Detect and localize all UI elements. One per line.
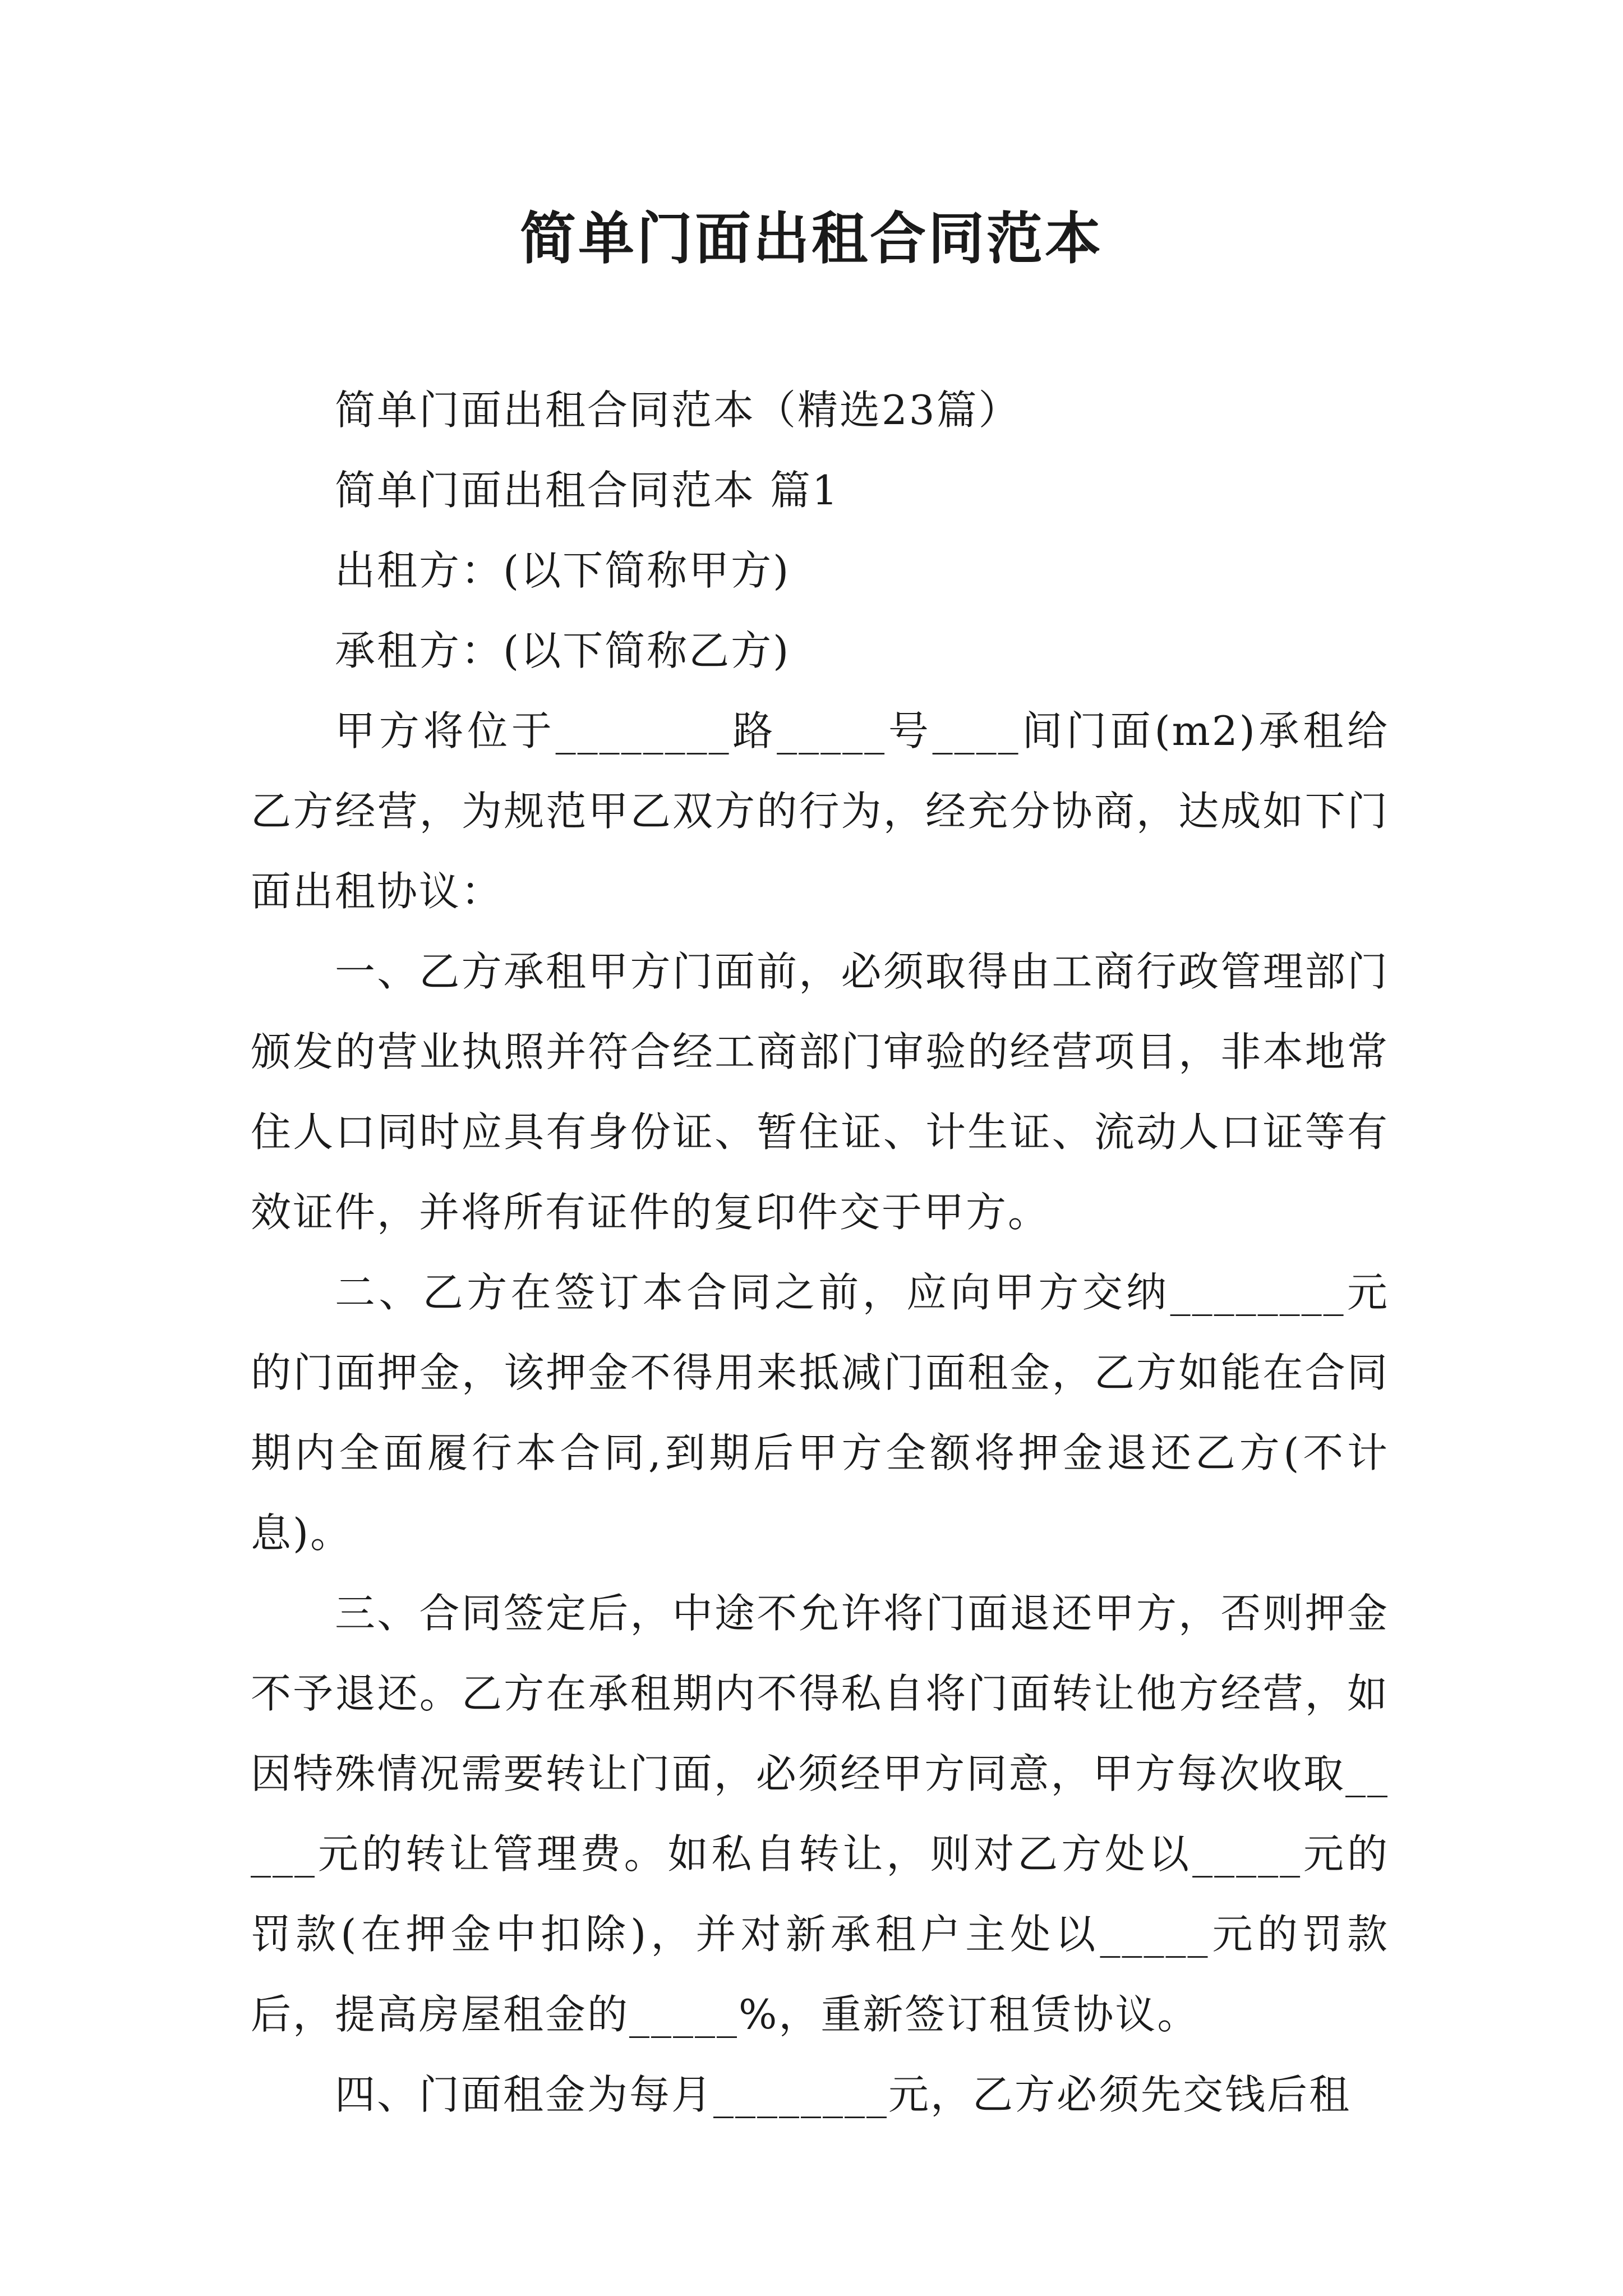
clause-4: 四、门面租金为每月________元，乙方必须先交钱后租 bbox=[335, 2071, 1352, 2118]
clause-2: 二、乙方在签订本合同之前，应向甲方交纳________元的门面押金，该押金不得用来抵减门面租金，乙方如能在合同期内全面履行本合同,到期后甲方全额将押金退还乙方(不计息)。 bbox=[251, 1269, 1389, 1557]
document-body bbox=[251, 370, 1389, 2135]
lessee-line: 承租方：(以下简称乙方) bbox=[335, 627, 791, 674]
clause-3: 三、合同签定后，中途不允许将门面退还甲方，否则押金不予退还。乙方在承租期内不得私自将门面转让他方经营，如因特殊情况需要转让门面，必须经甲方同意，甲方每次收取_____元的转让管理费。如私自转让，则对乙方处以_____元的罚款(在押金中扣除)，并对新承租户主处以_____元的罚款后，提高房屋租金的_____%，重新签订租赁协议。 bbox=[251, 1590, 1389, 2038]
lessor-line: 出租方：(以下简称甲方) bbox=[335, 547, 791, 594]
intro-paragraph: 甲方将位于________路_____号____间门面(m2)承租给乙方经营，为规范甲乙双方的行为，经充分协商，达成如下门面出租协议： bbox=[251, 707, 1389, 915]
document-title: 简单门面出租合同范本 bbox=[520, 205, 1103, 272]
clause-1: 一、乙方承租甲方门面前，必须取得由工商行政管理部门颁发的营业执照并符合经工商部门审验的经营项目，非本地常住人口同时应具有身份证、暂住证、计生证、流动人口证等有效证件，并将所有证件的复印件交于甲方。 bbox=[251, 948, 1389, 1236]
subtitle-paragraph: 简单门面出租合同范本（精选23篇） bbox=[335, 386, 1021, 434]
section-heading: 简单门面出租合同范本 篇1 bbox=[335, 467, 840, 514]
